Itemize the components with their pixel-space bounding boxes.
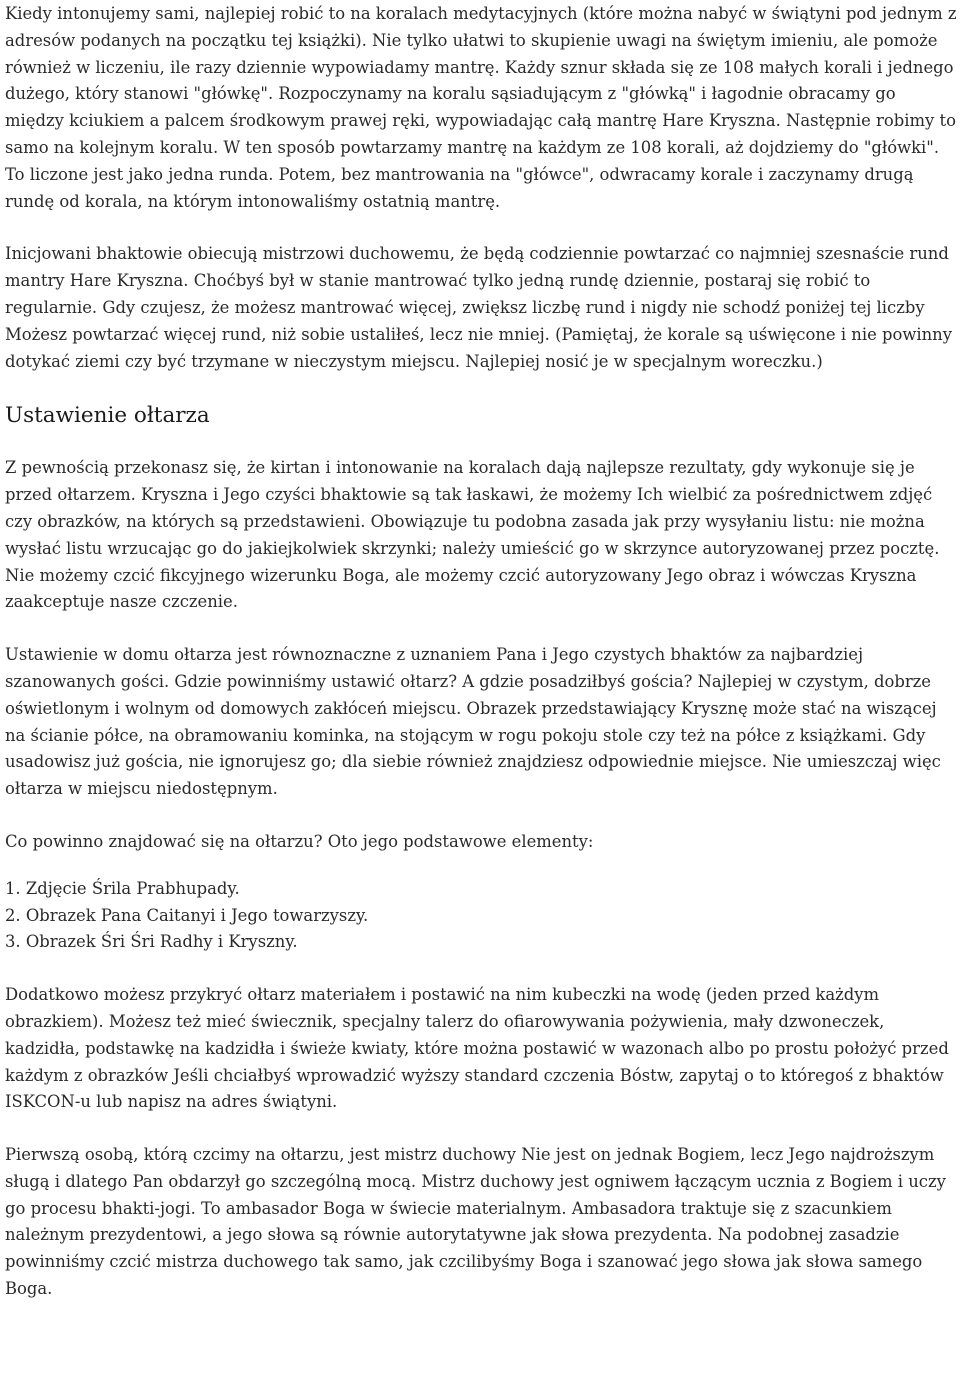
paragraph-prayer-beads: Kiedy intonujemy sami, najlepiej robić to na koralach medytacyjnych (które można nabyć w świątyni pod jednym z adresów podanych na początku tej książki). Nie tylko ułatwi to skupienie uwagi na świętym imieniu, ale pomoże również w liczeniu, ile razy dziennie wypowiadamy mantrę. Każdy sznur składa się ze 108 małych korali i jednego dużego, który stanowi "główkę". Rozpoczynamy na koralu sąsiadującym z "główką" i łagodnie obracamy go między kciukiem a palcem środkowym prawej ręki, wypowiadając całą mantrę Hare Kryszna. Następnie robimy to samo na kolejnym koralu. W ten sposób powtarzamy mantrę na każdym ze 108 korali, aż dojdziemy do "główki". To liczone jest jako jedna runda. Potem, bez mantrowania na "główce", odwracamy korale i zaczynamy drugą rundę od korala, na którym intonowaliśmy ostatnią mantrę. xyxy=(5,4,957,211)
paragraph-altar-worship: Z pewnością przekonasz się, że kirtan i intonowanie na koralach dają najlepsze rezultaty, gdy wykonuje się je przed ołtarzem. Kryszna i Jego czyści bhaktowie są tak łaskawi, że możemy Ich wielbić za pośrednictwem zdjęć czy obrazków, na których są przedstawieni. Obowiązuje tu podobna zasada jak przy wysyłaniu listu: nie można wysłać listu wrzucając go do jakiejkolwiek skrzynki; należy umieścić go w skrzynce autoryzowanej przez pocztę. Nie możemy czcić fikcyjnego wizerunku Boga, ale możemy czcić autoryzowany Jego obraz i wówczas Kryszna zaakceptuje nasze czczenie. xyxy=(5,458,940,612)
document-page xyxy=(5,0,957,1329)
list-item: 1. Zdjęcie Śrila Prabhupady. xyxy=(5,878,240,898)
paragraph-altar-placement: Ustawienie w domu ołtarza jest równoznaczne z uznaniem Pana i Jego czystych bhaktów za najbardziej szanowanych gości. Gdzie powinniśmy ustawić ołtarz? A gdzie posadziłbyś gościa? Najlepiej w czystym, dobrze oświetlonym i wolnym od domowych zakłóceń miejscu. Obrazek przedstawiający Krysznę może stać na wiszącej na ścianie półce, na obramowaniu kominka, na stojącym w rogu pokoju stole czy też na półce z książkami. Gdy usadowisz już gościa, nie ignorujesz go; dla siebie również znajdziesz odpowiednie miejsce. Nie umieszczaj więc ołtarza w miejscu niedostępnym. xyxy=(5,645,941,799)
altar-elements-list xyxy=(5,876,957,956)
list-item: 3. Obrazek Śri Śri Radhy i Kryszny. xyxy=(5,932,298,952)
paragraph-spiritual-master: Pierwszą osobą, którą czcimy na ołtarzu, jest mistrz duchowy Nie jest on jednak Bogiem, lecz Jego najdroższym sługą i dlatego Pan obdarzył go szczególną mocą. Mistrz duchowy jest ogniwem łączącym ucznia z Bogiem i uczy go procesu bhakti-jogi. To ambasador Boga w świecie materialnym. Ambasadora traktuje się z szacunkiem należnym prezydentowi, a jego słowa są równie autorytatywne jak słowa prezydenta. Na podobnej zasadzie powinniśmy czcić mistrza duchowego tak samo, jak czcilibyśmy Boga i szanować jego słowa jak słowa samego Boga. xyxy=(5,1145,946,1299)
paragraph-altar-elements-intro: Co powinno znajdować się na ołtarzu? Oto jego podstawowe elementy: xyxy=(5,831,594,851)
list-item: 2. Obrazek Pana Caitanyi i Jego towarzyszy. xyxy=(5,905,369,925)
paragraph-altar-accessories: Dodatkowo możesz przykryć ołtarz materiałem i postawić na nim kubeczki na wodę (jeden przed każdym obrazkiem). Możesz też mieć świecznik, specjalny talerz do ofiarowywania pożywienia, mały dzwoneczek, kadzidła, podstawkę na kadzidła i świeże kwiaty, które można postawić w wazonach albo po prostu położyć przed każdym z obrazków Jeśli chciałbyś wprowadzić wyższy standard czczenia Bóstw, zapytaj o to któregoś z bhaktów ISKCON-u lub napisz na adres świątyni. xyxy=(5,985,949,1112)
paragraph-sixteen-rounds: Inicjowani bhaktowie obiecują mistrzowi duchowemu, że będą codziennie powtarzać co najmniej szesnaście rund mantry Hare Kryszna. Choćbyś był w stanie mantrować tylko jedną rundę dziennie, postaraj się robić to regularnie. Gdy czujesz, że możesz mantrować więcej, zwiększ liczbę rund i nigdy nie schodź poniżej tej liczby Możesz powtarzać więcej rund, niż sobie ustaliłeś, lecz nie mniej. (Pamiętaj, że korale są uświęcone i nie powinny dotykać ziemi czy być trzymane w nieczystym miejscu. Najlepiej nosić je w specjalnym woreczku.) xyxy=(5,244,952,371)
section-heading-altar: Ustawienie ołtarza xyxy=(5,403,210,429)
